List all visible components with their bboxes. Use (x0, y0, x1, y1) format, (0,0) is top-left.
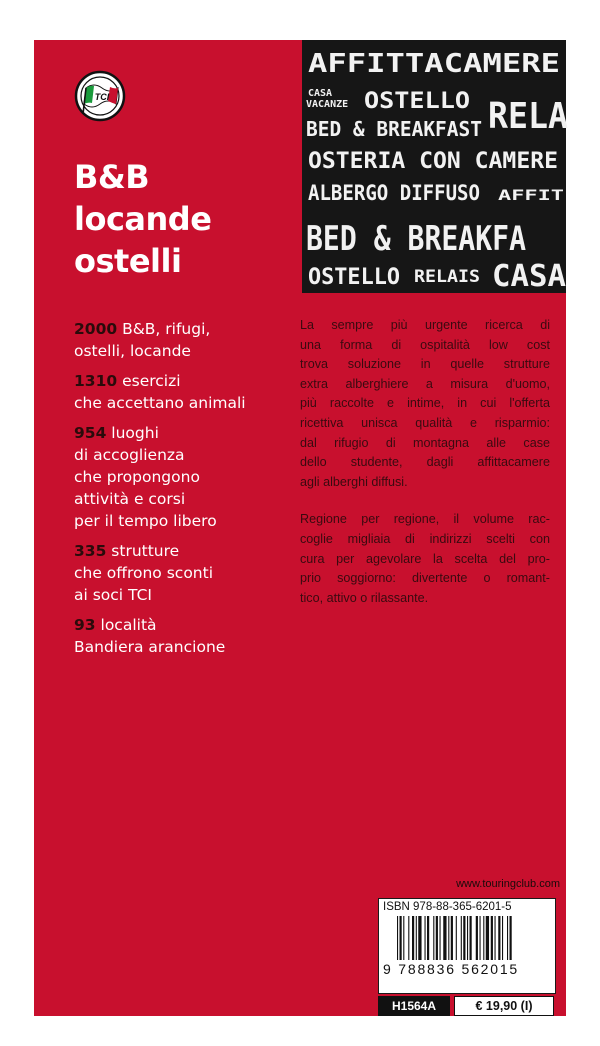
description-line: trova soluzione in quelle strutture (300, 357, 550, 372)
stat-number: 93 (74, 616, 96, 634)
stat-text: ostelli, locande (74, 342, 191, 360)
handwritten-words-image (302, 40, 569, 294)
stat-item (74, 614, 294, 658)
chalk-word: RELAIS (414, 267, 480, 287)
description-line: una forma di ospitalità low cost (300, 337, 550, 352)
stats-list (74, 318, 294, 666)
stat-item (74, 422, 294, 532)
stat-number: 1310 (74, 372, 118, 390)
chalk-word: BED & BREAKFAST (306, 117, 482, 141)
stat-text: che accettano animali (74, 394, 246, 412)
tci-flag-logo-icon (74, 70, 126, 122)
description-line: coglie migliaia di indirizzi scelti con (300, 531, 550, 546)
stat-text: per il tempo libero (74, 512, 217, 530)
stat-item (74, 318, 294, 362)
description-line: La sempre più urgente ricerca di (300, 318, 550, 332)
title-line: locande (74, 200, 212, 238)
chalk-word: AFFITTACAMERE (308, 49, 560, 79)
chalk-word: ALBERGO DIFFUSO (308, 181, 480, 205)
price-label: € 19,90 (I) (454, 996, 554, 1016)
description-line: ricettiva unisca qualità e risparmio: (300, 415, 550, 430)
stat-text: che propongono (74, 468, 200, 486)
stat-number: 335 (74, 542, 107, 560)
stat-text: di accoglienza (74, 446, 185, 464)
stat-text: luoghi (111, 424, 159, 442)
chalk-word: RELA (488, 96, 569, 137)
description-line: tico, attivo o rilassante. (300, 590, 429, 605)
title-line: B&B (74, 158, 150, 196)
stat-number: 2000 (74, 320, 118, 338)
chalk-word: OSTELLO (308, 265, 400, 290)
isbn-barcode (378, 898, 556, 994)
book-title (74, 156, 211, 282)
stat-text: ai soci TCI (74, 586, 152, 604)
chalk-word: AFFIT (498, 188, 564, 204)
title-line: ostelli (74, 242, 182, 280)
description-line: cura per agevolare la scelta del pro- (300, 551, 550, 566)
stat-text: località (100, 616, 157, 634)
description-line: Regione per regione, il volume rac- (300, 512, 550, 527)
logo-text: TCI (94, 92, 110, 102)
description-line: più raccolte e intime, in cui l'offerta (300, 396, 550, 411)
stat-number: 954 (74, 424, 107, 442)
book-description (300, 316, 550, 626)
tci-logo (74, 70, 126, 122)
chalk-word: CASA (492, 259, 566, 294)
stat-item (74, 540, 294, 606)
chalk-word: VACANZE (306, 99, 349, 110)
description-paragraph (300, 510, 550, 608)
back-cover (34, 40, 569, 1016)
isbn-label: ISBN 978-88-365-6201-5 (383, 901, 512, 913)
stat-text: B&B, rifugi, (122, 320, 211, 338)
stat-item (74, 370, 294, 414)
stat-text: Bandiera arancione (74, 638, 226, 656)
description-line: extra alberghiere a misura d'uomo, (300, 376, 550, 391)
barcode-icon (397, 916, 547, 962)
chalk-lettering (302, 40, 569, 294)
description-paragraph (300, 316, 550, 492)
chalk-word: OSTELLO (364, 89, 470, 114)
website-url: www.touringclub.com (456, 878, 560, 890)
chalk-word: CASA (308, 88, 333, 99)
stat-text: che offrono sconti (74, 564, 214, 582)
chalk-word: BED & BREAKFA (306, 219, 526, 259)
stat-text: attività e corsi (74, 490, 186, 508)
product-code: H1564A (378, 996, 450, 1016)
description-line: agli alberghi diffusi. (300, 474, 408, 489)
chalk-word: OSTERIA CON CAMERE (308, 149, 558, 174)
ean-digits: 9 788836 562015 (383, 961, 519, 977)
description-line: dello studente, dagli affittacamere (300, 455, 550, 470)
stat-text: esercizi (122, 372, 181, 390)
description-line: prio soggiorno: divertente o romant- (300, 571, 550, 586)
description-line: dal rifugio di montagna alle case (300, 435, 550, 450)
stat-text: strutture (111, 542, 180, 560)
